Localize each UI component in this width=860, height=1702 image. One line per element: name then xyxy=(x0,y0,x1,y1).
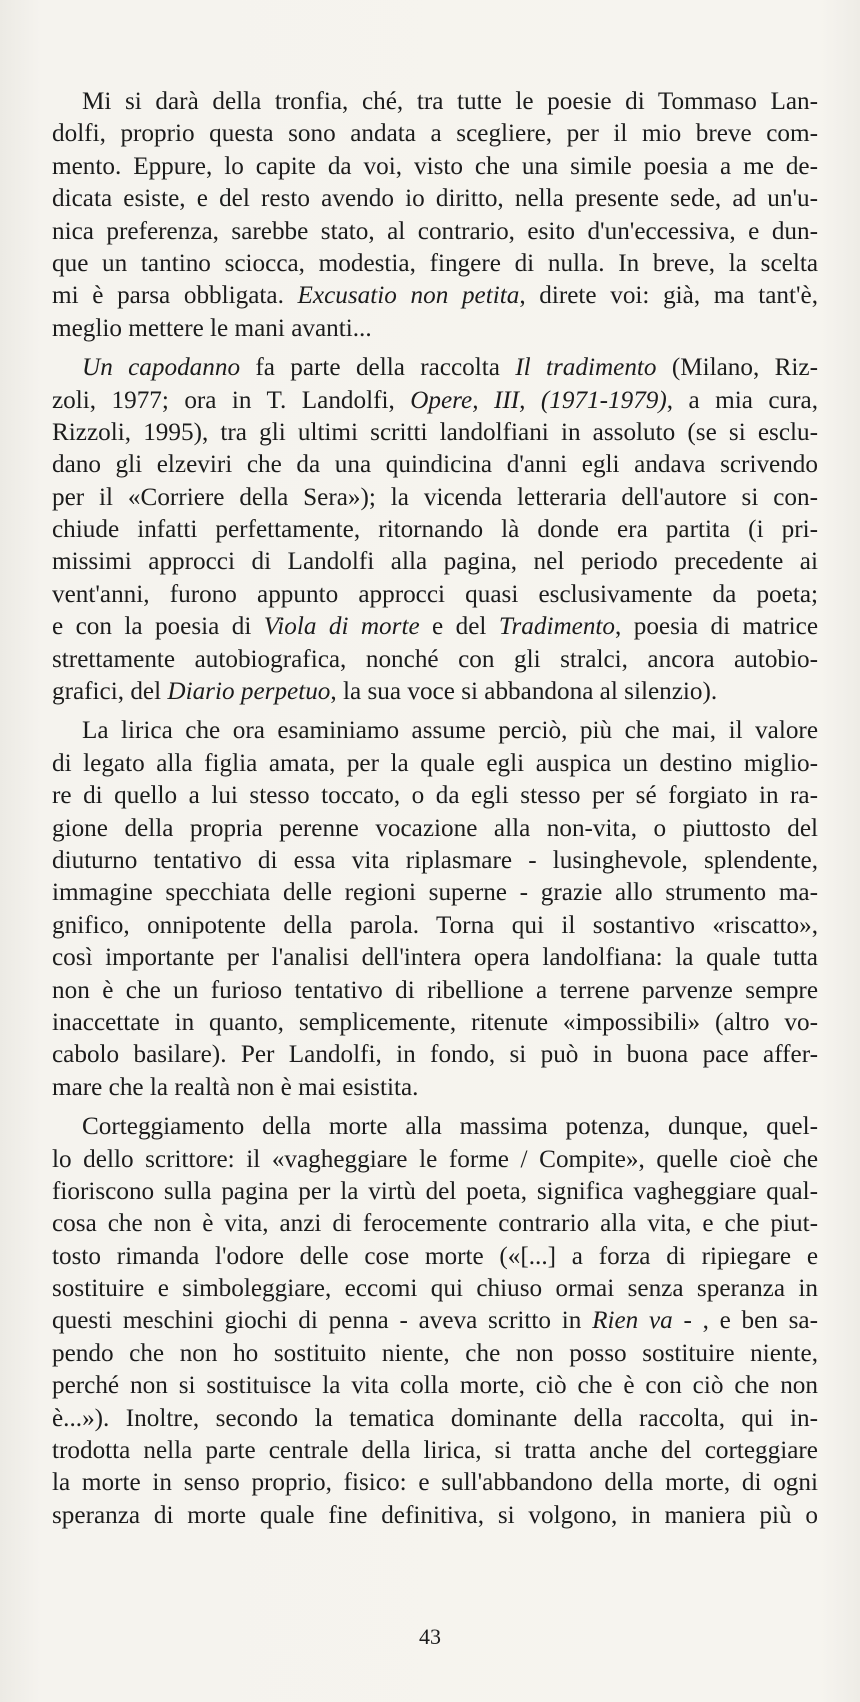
text-segment: zoli, 1977; ora in T. Landolfi, xyxy=(52,386,411,414)
text-line xyxy=(52,1111,818,1143)
text-line xyxy=(52,676,818,708)
text-segment: dano gli elzeviri che da una quindicina d'anni egli andava scrivendo xyxy=(52,451,818,479)
text-segment: La lirica che ora esaminiamo assume perciò, più che mai, il valore xyxy=(82,717,818,745)
text-line xyxy=(52,1435,818,1467)
text-segment: non è che un furioso tentativo di ribellione a terrene parvenze sempre xyxy=(52,976,818,1004)
text-segment: lo dello scrittore: il «vagheggiare le forme / Compite», quelle cioè che xyxy=(52,1145,818,1173)
paragraph-gap xyxy=(52,345,818,352)
text-line xyxy=(52,86,818,118)
text-segment: chiude infatti perfettamente, ritornando là donde era partita (i pri- xyxy=(52,516,818,544)
text-line xyxy=(52,1176,818,1208)
text-segment: diuturno tentativo di essa vita riplasmare - lusinghevole, splendente, xyxy=(52,846,818,874)
text-line xyxy=(52,1305,818,1337)
text-segment: perché non si sostituisce la vita colla morte, ciò che è con ciò che non xyxy=(52,1372,818,1400)
text-line xyxy=(52,1007,818,1039)
text-line xyxy=(52,748,818,780)
body-text xyxy=(52,86,818,1532)
text-line xyxy=(52,579,818,611)
text-segment: per il «Corriere della Sera»); la vicenda letteraria dell'autore si con- xyxy=(52,483,818,511)
text-segment: , a mia cura, xyxy=(666,386,818,414)
text-segment: Corteggiamento della morte alla massima potenza, dunque, quel- xyxy=(82,1113,818,1141)
text-segment: , poesia di matrice xyxy=(615,613,818,641)
text-segment: gione della propria perenne vocazione alla non-vita, o piuttosto del xyxy=(52,814,818,842)
text-segment: strettamente autobiografica, nonché con gli stralci, ancora autobio- xyxy=(52,645,818,673)
text-segment: mi è parsa obbligata. xyxy=(52,282,298,310)
text-line xyxy=(52,514,818,546)
text-line xyxy=(52,151,818,183)
text-line xyxy=(52,482,818,514)
paragraph-gap xyxy=(52,1104,818,1111)
text-segment: dolfi, proprio questa sono andata a scegliere, per il mio breve com- xyxy=(52,120,818,148)
paragraph xyxy=(52,715,818,1104)
text-line xyxy=(52,910,818,942)
paragraph xyxy=(52,1111,818,1532)
text-segment: mare che la realtà non è mai esistita. xyxy=(52,1073,419,1101)
italic-text: Opere, III, (1971-1979) xyxy=(410,386,667,414)
text-line xyxy=(52,1039,818,1071)
text-segment: trodotta nella parte centrale della lirica, si tratta anche del corteggiare xyxy=(52,1437,818,1465)
text-segment: gnifico, onnipotente della parola. Torna qui il sostantivo «riscatto», xyxy=(52,911,818,939)
text-line xyxy=(52,1370,818,1402)
text-line xyxy=(52,715,818,747)
text-line xyxy=(52,845,818,877)
text-line xyxy=(52,313,818,345)
text-segment: vent'anni, furono appunto approcci quasi esclusivamente da poeta; xyxy=(52,580,818,608)
text-segment: e del xyxy=(419,613,499,641)
text-segment: così importante per l'analisi dell'intera opera landolfiana: la quale tutta xyxy=(52,944,818,972)
page-number: 43 xyxy=(419,1624,441,1649)
text-segment: e con la poesia di xyxy=(52,613,264,641)
text-segment: fa parte della raccolta xyxy=(240,354,516,382)
text-line xyxy=(52,546,818,578)
text-line xyxy=(52,1467,818,1499)
text-segment: speranza di morte quale fine definitiva, si volgono, in maniera più o xyxy=(52,1501,818,1529)
text-segment: , la sua voce si abbandona al silenzio). xyxy=(330,678,718,706)
text-segment: immagine specchiata delle regioni superne - grazie allo strumento ma- xyxy=(52,879,818,907)
text-segment: pendo che non ho sostituito niente, che non posso sostituire niente, xyxy=(52,1339,818,1367)
text-segment: dicata esiste, e del resto avendo io diritto, nella presente sede, ad un'u- xyxy=(52,185,818,213)
text-segment: questi meschini giochi di penna - aveva scritto in xyxy=(52,1307,593,1335)
text-line xyxy=(52,780,818,812)
text-segment: missimi approcci di Landolfi alla pagina, nel periodo precedente ai xyxy=(52,548,818,576)
text-segment: di legato alla figlia amata, per la quale egli auspica un destino miglio- xyxy=(52,749,818,777)
italic-text: Tradimento xyxy=(498,613,616,641)
text-line xyxy=(52,611,818,643)
text-segment: è...»). Inoltre, secondo la tematica dominante della raccolta, qui in- xyxy=(52,1404,818,1432)
text-segment: cosa che non è vita, anzi di ferocemente contrario alla vita, e che piut- xyxy=(52,1210,818,1238)
text-line xyxy=(52,1241,818,1273)
text-segment: tosto rimanda l'odore delle cose morte («[...] a forza di ripiegare e xyxy=(52,1242,818,1270)
italic-text: Il tradimento xyxy=(515,354,657,382)
italic-text: Un capodanno xyxy=(82,354,241,382)
text-line xyxy=(52,1072,818,1104)
text-line xyxy=(52,216,818,248)
italic-text: Viola di morte xyxy=(263,613,420,641)
text-segment: que un tantino sciocca, modestia, fingere di nulla. In breve, la scelta xyxy=(52,249,818,277)
text-segment: , direte voi: già, ma tant'è, xyxy=(519,282,818,310)
text-segment: inaccettate in quanto, semplicemente, ritenute «impossibili» (altro vo- xyxy=(52,1008,818,1036)
text-line xyxy=(52,1338,818,1370)
text-line xyxy=(52,942,818,974)
text-segment: Mi si darà della tronfia, ché, tra tutte le poesie di Tommaso Lan- xyxy=(82,88,818,115)
text-segment: la morte in senso proprio, fisico: e sull'abbandono della morte, di ogni xyxy=(52,1469,818,1497)
text-segment: mento. Eppure, lo capite da voi, visto che una simile poesia a me de- xyxy=(52,152,818,180)
text-line xyxy=(52,877,818,909)
text-line xyxy=(52,118,818,150)
text-line xyxy=(52,417,818,449)
text-segment: Rizzoli, 1995), tra gli ultimi scritti landolfiani in assoluto (se si esclu- xyxy=(52,418,818,446)
text-segment: grafici, del xyxy=(52,678,168,706)
text-segment: (Milano, Riz- xyxy=(656,354,818,382)
text-segment: meglio mettere le mani avanti... xyxy=(52,314,372,342)
text-line xyxy=(52,183,818,215)
italic-text: Excusatio non petita xyxy=(297,282,520,310)
text-line xyxy=(52,1208,818,1240)
text-line xyxy=(52,1144,818,1176)
text-segment: - , e ben sa- xyxy=(672,1307,818,1335)
paragraph xyxy=(52,352,818,708)
text-line xyxy=(52,352,818,384)
italic-text: Diario perpetuo xyxy=(167,678,331,706)
text-line xyxy=(52,280,818,312)
text-segment: sostituire e simboleggiare, eccomi qui chiuso ormai senza speranza in xyxy=(52,1275,818,1303)
text-segment: cabolo basilare). Per Landolfi, in fondo, si può in buona pace affer- xyxy=(52,1041,818,1069)
paragraph-gap xyxy=(52,708,818,715)
text-line xyxy=(52,1500,818,1532)
text-line xyxy=(52,449,818,481)
paragraph xyxy=(52,86,818,345)
text-segment: fioriscono sulla pagina per la virtù del poeta, significa vagheggiare qual- xyxy=(52,1177,818,1205)
text-line xyxy=(52,813,818,845)
text-line xyxy=(52,248,818,280)
text-segment: re di quello a lui stesso toccato, o da egli stesso per sé forgiato in ra- xyxy=(52,782,818,810)
text-line xyxy=(52,385,818,417)
text-line xyxy=(52,644,818,676)
text-line xyxy=(52,1273,818,1305)
text-line xyxy=(52,1403,818,1435)
text-segment: nica preferenza, sarebbe stato, al contrario, esito d'un'eccessiva, e dun- xyxy=(52,217,818,245)
text-line xyxy=(52,975,818,1007)
italic-text: Rien va xyxy=(592,1307,673,1335)
